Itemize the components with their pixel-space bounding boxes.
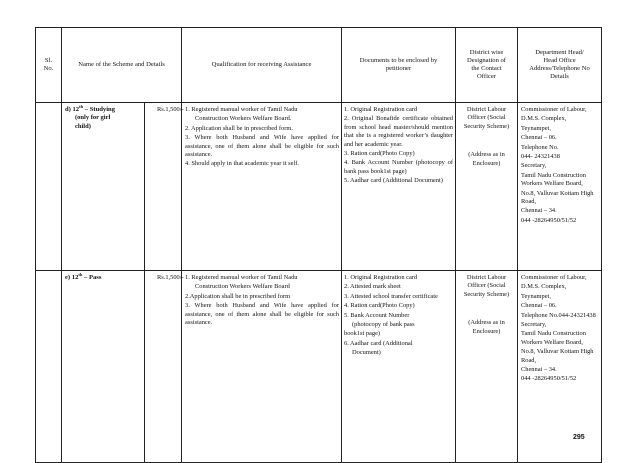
officer-line: Security Scheme) (463, 122, 510, 130)
department-line: 044 -28264950/51/52 (521, 375, 577, 383)
department-line: Secretary, (521, 162, 547, 170)
scheme-cell (62, 271, 145, 463)
document-item: 5. Bank Account Number (344, 311, 410, 319)
qualification-cell (182, 271, 342, 463)
header-scheme-text: Name of the Scheme and Details (78, 60, 165, 68)
document-item: (photocopy of bank pass (352, 321, 415, 329)
header-district-line: Officer (477, 73, 496, 81)
qualification-line: Construction Workers Welfare Board (195, 283, 290, 291)
scheme-note: (only for girl (75, 114, 111, 122)
officer-line: Enclosure) (472, 327, 501, 335)
table-row (36, 103, 602, 271)
header-sl-line: No. (43, 65, 54, 72)
qualification-line: 3. Where both Husband and Wife have applied for assistance, one of them alone shall be eligible for such assistance. (185, 302, 340, 327)
document-item: Document) (352, 349, 381, 357)
department-line: No.8, Valluvar Kottam High Road, (521, 189, 594, 206)
department-line: No.8, Valluvar Kottam High Road, (521, 348, 594, 364)
scheme-cell (62, 103, 145, 271)
scheme-title-sup: th (78, 272, 83, 277)
amount-text: Rs.1,500/- (157, 274, 184, 281)
department-line: Secretary, (521, 321, 547, 329)
header-district-line: Designation of (467, 56, 507, 64)
amount-cell (145, 271, 182, 463)
officer-line: District Labour (466, 274, 507, 281)
department-line: 044- 24321438 (521, 153, 560, 161)
document-item: 4. Ration card(Photo Copy) (344, 302, 415, 310)
scheme-title-text: – Studying (83, 106, 116, 113)
page-number: 295 (573, 434, 585, 441)
documents-cell (342, 271, 456, 463)
department-line: Teynampet, (521, 124, 551, 132)
qualification-line: 4. Should apply in that academic year it self. (185, 160, 299, 168)
department-line: Chennai – 34. (521, 207, 557, 215)
document-item: 3. Ration card(Photo Copy) (344, 150, 415, 158)
scheme-note: child) (75, 122, 91, 130)
department-cell (518, 103, 602, 271)
department-line: D.M.S. Complex, (521, 283, 567, 291)
header-department-line: Department Head/ (535, 48, 584, 56)
department-line: Chennai – 06. (521, 302, 557, 310)
header-district-line: District wise (469, 48, 504, 56)
officer-cell (456, 271, 518, 463)
qualification-line: 2. Application shall be in prescribed form. (185, 124, 293, 132)
amount-text: Rs.1,500/- (157, 106, 184, 113)
document-item: 4. Bank Account Number (photocopy of bank pass book1st page) (344, 159, 454, 175)
officer-cell (456, 103, 518, 271)
scheme-title-text: – Pass (82, 274, 102, 281)
qualification-line: 1. Registered manual worker of Tamil Nadu (185, 106, 298, 113)
scheme-title-text: e) 12 (65, 274, 79, 281)
scheme-title-text: d) 12 (65, 106, 80, 113)
qualification-line: 1. Registered manual worker of Tamil Nadu (185, 274, 298, 281)
header-sl-no (36, 28, 62, 103)
sl-cell (36, 271, 62, 463)
department-line: Chennai – 06. (521, 134, 557, 142)
amount-cell (145, 103, 182, 271)
document-item: 3. Attested school transfer certificate (344, 292, 438, 300)
department-line: Telephone No.044-24321438 (521, 311, 596, 319)
department-line: Commissioner of Labour, (521, 106, 587, 113)
document-item: 6. Aadhar card (Additional (344, 339, 413, 347)
header-district-line: the Contact (471, 65, 502, 72)
document-item: 2. Original Bonafide certificate obtained from school head master/should mention that she is a registered worker’s daughter and her academic year. (344, 115, 454, 148)
department-line: Tamil Nadu Construction Workers Welfare Board, (521, 330, 586, 346)
officer-line: Enclosure) (472, 159, 501, 167)
document-item: 5. Aadhar card (Additional Document) (344, 177, 443, 185)
department-line: Teynampet, (521, 292, 551, 300)
header-department-line: Head Office (543, 56, 576, 64)
scheme-title (65, 274, 144, 282)
department-line: Telephone No. (521, 143, 559, 151)
header-district-officer (456, 28, 518, 103)
officer-line: (Address as in (468, 319, 505, 327)
qualification-cell (182, 103, 342, 271)
table-row (36, 271, 602, 463)
qualification-line: 3. Where both Husband and Wife have applied for assistance, one of them alone shall be eligible for such assistance. (185, 134, 340, 159)
qualification-line: 2.Application shall be in prescribed form (185, 292, 291, 300)
header-department (518, 28, 602, 103)
header-documents-line: petitioner (385, 65, 412, 72)
officer-line: District Labour (466, 106, 507, 113)
scheme-title (65, 106, 144, 114)
document-item: book1st page) (344, 330, 381, 338)
table-header-row (36, 28, 602, 103)
document-item: 2. Attested mark sheet (344, 283, 401, 291)
department-line: 044 -28264950/51/52 (521, 216, 577, 224)
header-department-line: Address/Telephone No (529, 65, 590, 72)
document-item: 1. Original Registration card (344, 274, 418, 281)
header-qualification (182, 28, 342, 103)
header-department-line: Details (550, 73, 569, 81)
header-sl-line: Sl. (44, 56, 53, 64)
header-scheme (62, 28, 182, 103)
header-qualification-text: Qualification for receiving Assistance (211, 60, 312, 68)
documents-cell (342, 103, 456, 271)
officer-line: (Address as in (468, 151, 505, 159)
officer-line: Officer (Social (467, 282, 506, 290)
sl-cell (36, 103, 62, 271)
department-line: Commissioner of Labour, (521, 274, 587, 281)
header-documents-line: Documents to be enclosed by (359, 56, 438, 64)
scheme-title-sup: th (79, 104, 84, 109)
officer-line: Security Scheme) (463, 290, 510, 298)
header-documents (342, 28, 456, 103)
department-cell (518, 271, 602, 463)
qualification-line: Construction Workers Welfare Board. (195, 115, 292, 123)
department-line: Chennai – 34. (521, 366, 557, 374)
scheme-table (35, 27, 602, 463)
department-line: Tamil Nadu Construction Workers Welfare Board, (521, 171, 586, 188)
officer-line: Officer (Social (467, 114, 506, 122)
document-item: 1. Original Registration card (344, 106, 418, 113)
department-line: D.M.S. Complex, (521, 115, 567, 123)
